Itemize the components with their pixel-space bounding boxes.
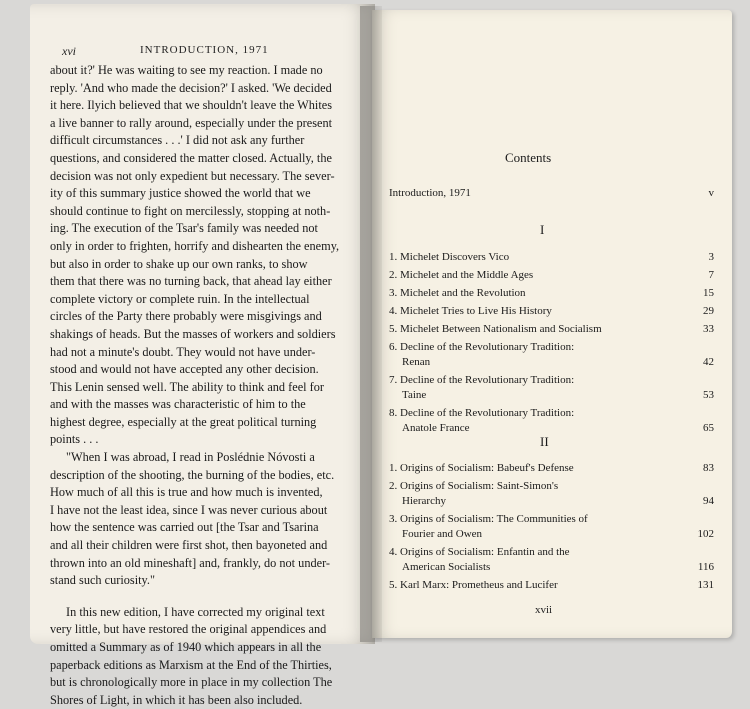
text-line: shakings of heads. But the masses of workers and soldiers [50, 326, 336, 341]
text-line: how the sentence was carried out [the Tsar and Tsarina [50, 520, 319, 535]
toc-label: American Socialists [402, 561, 491, 573]
toc-row [389, 406, 714, 421]
toc-label: 3. Michelet and the Revolution [389, 287, 526, 299]
toc-row [389, 286, 714, 301]
text-line: decision was not only expedient but necessary. The sever- [50, 168, 335, 183]
toc-label: 5. Karl Marx: Prometheus and Lucifer [389, 579, 558, 591]
toc-page: v [708, 187, 714, 199]
toc-page: 102 [697, 528, 714, 540]
toc-label: 5. Michelet Between Nationalism and Socialism [389, 323, 602, 335]
section-heading-2: II [540, 434, 549, 449]
toc-part-two [389, 461, 714, 593]
toc-label: Hierarchy [402, 495, 446, 507]
text-line: but is chronologically more in place in my collection The [50, 675, 333, 690]
toc-label: Fourier and Owen [402, 528, 483, 540]
text-line: complete victory or complete ruin. In the intellectual [50, 291, 310, 306]
toc-label: 6. Decline of the Revolutionary Tradition: [389, 341, 575, 353]
toc-intro [389, 186, 714, 201]
text-line: difficult circumstances . . .' I did not ask any further [50, 133, 305, 148]
text-line: Shores of Light, in which it has been also included. [50, 692, 303, 707]
toc-page: 131 [697, 579, 714, 591]
toc-label: Renan [402, 356, 431, 368]
text-line: only in order to frighten, horrify and dishearten the enemy, [50, 238, 340, 253]
toc-row [389, 421, 714, 436]
text-line: very little, but have restored the original appendices and [50, 622, 327, 637]
toc-row [389, 186, 714, 201]
text-line: paperback editions as Marxism at the End of the Thirties, [50, 657, 332, 672]
toc-label: 2. Michelet and the Middle Ages [389, 269, 534, 281]
toc-page: 83 [703, 462, 714, 474]
text-line: How much of all this is true and how much is invented, [50, 485, 323, 500]
text-line: about it?' He was waiting to see my reaction. I made no [50, 63, 323, 77]
toc-row [389, 340, 714, 355]
toc-row [389, 512, 714, 527]
toc-label: Anatole France [402, 422, 470, 434]
text-line: ity of this summary justice showed the world that we [50, 186, 311, 201]
text-line: it here. Ilyich believed that we shouldn't leave the Whites [50, 98, 332, 113]
toc-page: 42 [703, 356, 714, 368]
text-line: In this new edition, I have corrected my original text [66, 604, 325, 619]
text-line: ing. The execution of the Tsar's family was needed not [50, 221, 318, 236]
text-line: and all their children were first shot, then bayoneted and [50, 538, 328, 553]
text-line: omitted a Summary as of 1940 which appears in all the [50, 640, 322, 654]
text-line: thrown into an old mineshaft] and, frankly, do not under- [50, 555, 331, 570]
toc-label: Introduction, 1971 [389, 187, 471, 199]
text-line: description of the shooting, the burning of the bodies, etc. [50, 467, 335, 482]
toc-row [389, 304, 714, 319]
text-line: circles of the Party there probably were misgivings and [50, 309, 322, 324]
toc-page: 15 [703, 287, 714, 299]
toc-row [389, 268, 714, 283]
toc-row [389, 461, 714, 476]
text-line: reply. 'And who made the decision?' I asked. 'We decided [50, 80, 332, 95]
toc-page: 94 [703, 495, 714, 507]
text-line: I have not the least idea, since I was never curious about [50, 502, 328, 517]
text-line: them that there was no turning back, that ahead lay either [50, 274, 332, 289]
left-page-text [50, 62, 368, 709]
text-line: a live banner to rally around, especially under the present [50, 115, 333, 130]
toc-page: 29 [703, 305, 714, 317]
text-line: highest degree, especially at the great political turning [50, 414, 317, 429]
toc-row [389, 250, 714, 265]
toc-part-one [389, 250, 714, 436]
text-line: This Lenin sensed well. The ability to think and feel for [50, 379, 324, 394]
toc-row [389, 373, 714, 388]
toc-page: 53 [703, 389, 714, 401]
section-heading-1: I [540, 222, 545, 237]
toc-label: 3. Origins of Socialism: The Communities of [389, 513, 588, 525]
text-line: stand such curiosity." [50, 573, 155, 588]
running-head-title: INTRODUCTION, 1971 [140, 44, 269, 56]
toc-page: 33 [703, 323, 714, 335]
toc-label: 1. Michelet Discovers Vico [389, 251, 510, 263]
text-line: had not a minute's doubt. They would not have under- [50, 344, 316, 359]
toc-page: 65 [703, 422, 714, 434]
toc-label: 1. Origins of Socialism: Babeuf's Defense [389, 462, 574, 474]
toc-label: 4. Michelet Tries to Live His History [389, 305, 552, 317]
toc-label: Taine [402, 389, 427, 401]
toc-row [389, 560, 714, 575]
toc-row [389, 322, 714, 337]
text-line: "When I was abroad, I read in Poslédnie Nóvosti a [66, 450, 315, 465]
toc-row [389, 494, 714, 509]
toc-label: 7. Decline of the Revolutionary Tradition: [389, 374, 575, 386]
toc-row [389, 545, 714, 560]
toc-page: 116 [697, 561, 714, 573]
text-line: should continue to fight on mercilessly, stopping at noth- [50, 203, 331, 218]
toc-row [389, 527, 714, 542]
toc-label: 4. Origins of Socialism: Enfantin and the [389, 546, 570, 558]
text-line: and with the masses was characteristic of him to the [50, 397, 306, 412]
toc-row [389, 355, 714, 370]
toc-row [389, 479, 714, 494]
contents-heading: Contents [505, 150, 552, 165]
toc-label: 8. Decline of the Revolutionary Tradition: [389, 407, 575, 419]
right-page-number: xvii [535, 604, 553, 616]
text-line: questions, and considered the matter closed. Actually, the [50, 150, 332, 165]
text-line: but also in order to shake up our own ranks, to show [50, 256, 308, 271]
toc-row [389, 578, 714, 593]
toc-label: 2. Origins of Socialism: Saint-Simon's [389, 480, 559, 492]
toc-row [389, 388, 714, 403]
text-line: points . . . [50, 432, 99, 447]
toc-page: 7 [708, 269, 714, 281]
toc-page: 3 [708, 251, 714, 263]
text-line: stood and would not have accepted any other decision. [50, 362, 319, 377]
left-page-number: xvi [62, 44, 76, 58]
